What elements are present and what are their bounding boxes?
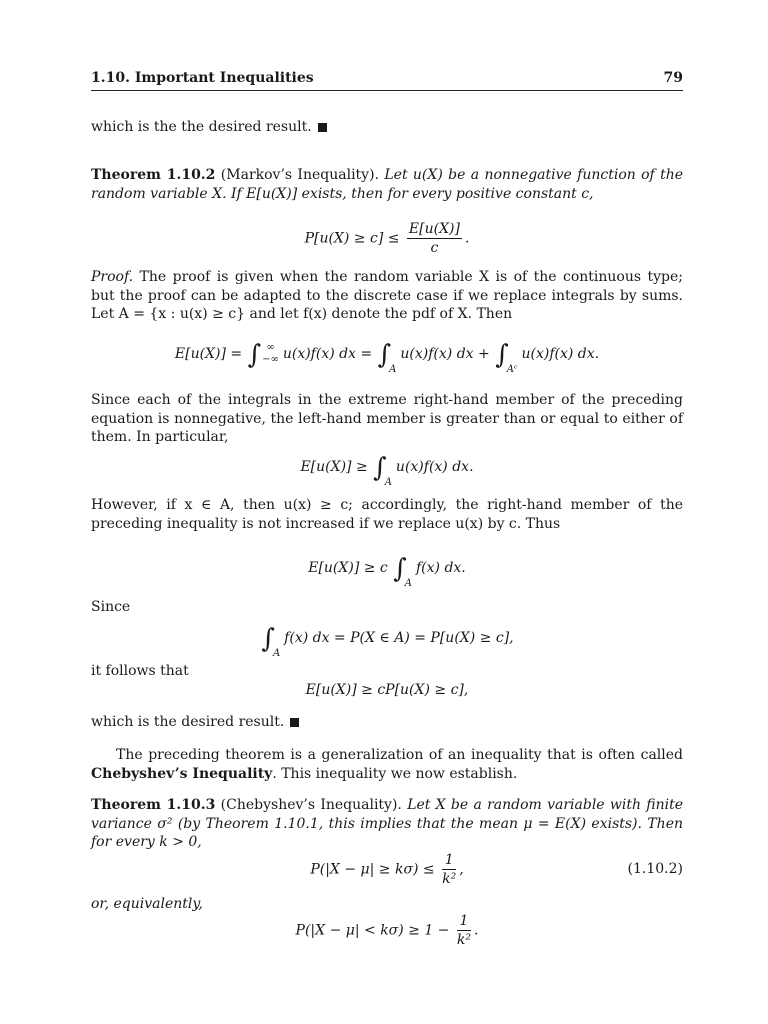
proof-paragraph xyxy=(91,268,683,324)
integral-domain: Aᶜ xyxy=(506,364,518,375)
equation-rhs: u(x)f(x) dx. xyxy=(395,459,474,475)
theorem-statement: Let u(X) be a nonnegative function of the random variable X. If E[u(X)] exists, then for every positive constant c, xyxy=(91,167,684,202)
section-title: 1.10. Important Inequalities xyxy=(91,70,314,86)
generalization-tail: . This inequality we now establish. xyxy=(272,765,518,782)
theorem-label: Theorem 1.10.3 xyxy=(91,797,216,813)
theorem-markov xyxy=(91,166,683,203)
equation-integral-split xyxy=(91,340,683,375)
integral-domain: A xyxy=(404,578,412,589)
qed-square-icon xyxy=(290,718,299,727)
previous-proof-end xyxy=(91,118,683,137)
follows-text: it follows that xyxy=(91,663,189,679)
equation-chebyshev xyxy=(91,851,683,888)
integral-sign: ∫ xyxy=(373,453,387,483)
fraction-numerator: 1 xyxy=(442,851,456,870)
integral-sign: ∫ xyxy=(495,340,509,370)
fraction-denominator: k² xyxy=(442,871,457,887)
desired-result xyxy=(91,713,683,732)
equation-tail: . xyxy=(464,230,470,247)
equation-partial xyxy=(91,453,683,488)
fraction-numerator: 1 xyxy=(457,912,471,931)
equation-tail: , xyxy=(459,861,464,878)
lower-limit: −∞ xyxy=(262,354,279,365)
equation-number: (1.10.2) xyxy=(627,861,683,877)
integral-limits xyxy=(262,342,279,366)
equation-lhs: E[u(X)] = xyxy=(174,346,243,362)
fraction-denominator: c xyxy=(430,240,439,256)
equation-result: E[u(X)] ≥ cP[u(X) ≥ c], xyxy=(305,682,469,698)
theorem-statement: Let X be a random variable with finite variance σ² (by Theorem 1.10.1, this implies that the mean μ = E(X) exists). Then for every k > 0, xyxy=(91,797,684,850)
equation-rhs: f(x) dx = P(X ∈ A) = P[u(X) ≥ c], xyxy=(284,630,514,646)
previous-proof-text: which is the the desired result. xyxy=(91,119,312,135)
fraction-denominator: k² xyxy=(456,932,471,948)
proof-text: The proof is given when the random variable X is of the continuous type; but the proof can be adapted to the discrete case if we replace integrals by sums. Let A = {x : u(x) ≥ c} and let f(x) denote the pdf of X. Then xyxy=(91,269,683,322)
generalization-text: The preceding theorem is a generalization of an inequality that is often called xyxy=(116,747,683,763)
running-header xyxy=(91,70,683,91)
equation-probability xyxy=(91,624,683,659)
theorem-chebyshev xyxy=(91,796,683,852)
integral-domain: A xyxy=(272,648,281,659)
fraction xyxy=(442,851,456,888)
equation-lhs: E[u(X)] ≥ xyxy=(300,459,368,475)
integral-domain: A xyxy=(384,477,392,488)
since-text: Since xyxy=(91,599,131,615)
equation-chebyshev-equivalent xyxy=(91,912,683,949)
proof-label: Proof. xyxy=(91,269,134,285)
paragraph-nonnegative: Since each of the integrals in the extreme right-hand member of the preceding equation is nonnegative, the left-hand member is greater than or equal to either of them. In particular, xyxy=(91,392,683,445)
paragraph-however: However, if x ∈ A, then u(x) ≥ c; accordingly, the right-hand member of the preceding inequality is not increased if we replace u(x) by c. Thus xyxy=(91,497,683,532)
equation-lhs: P(|X − μ| ≥ kσ) ≤ xyxy=(310,861,435,878)
equivalently-text: or, equivalently, xyxy=(91,896,203,912)
equation-bound-c xyxy=(91,554,683,589)
equation-rhs: f(x) dx. xyxy=(416,560,466,576)
theorem-name: (Chebyshev’s Inequality). xyxy=(220,797,402,813)
paragraph-generalization xyxy=(91,746,683,783)
integrand-1: u(x)f(x) dx = xyxy=(282,346,373,362)
page-number: 79 xyxy=(663,70,683,86)
equation-lhs: E[u(X)] ≥ c xyxy=(308,560,388,576)
theorem-name: (Markov’s Inequality). xyxy=(220,167,379,183)
integrand-3: u(x)f(x) dx. xyxy=(521,346,600,362)
integrand-2: u(x)f(x) dx + xyxy=(400,346,490,362)
theorem-label: Theorem 1.10.2 xyxy=(91,167,216,183)
fraction xyxy=(457,912,471,949)
equation-tail: . xyxy=(473,922,479,939)
fraction xyxy=(407,220,462,257)
equation-lhs: P(|X − μ| < kσ) ≥ 1 − xyxy=(295,922,450,939)
integral-sign: ∫ xyxy=(377,340,392,370)
integral-sign: ∫ xyxy=(261,624,275,654)
fraction-numerator: E[u(X)] xyxy=(408,221,460,237)
integral-domain: A xyxy=(389,364,397,375)
integral-sign: ∫ xyxy=(247,340,262,370)
qed-square-icon xyxy=(318,123,327,132)
equation-lhs: P[u(X) ≥ c] ≤ xyxy=(304,230,400,247)
integral-sign: ∫ xyxy=(393,554,407,584)
equation-markov xyxy=(91,220,683,257)
upper-limit: ∞ xyxy=(266,342,275,353)
desired-result-text: which is the desired result. xyxy=(91,714,285,730)
chebyshev-term: Chebyshev’s Inequality xyxy=(91,765,273,782)
